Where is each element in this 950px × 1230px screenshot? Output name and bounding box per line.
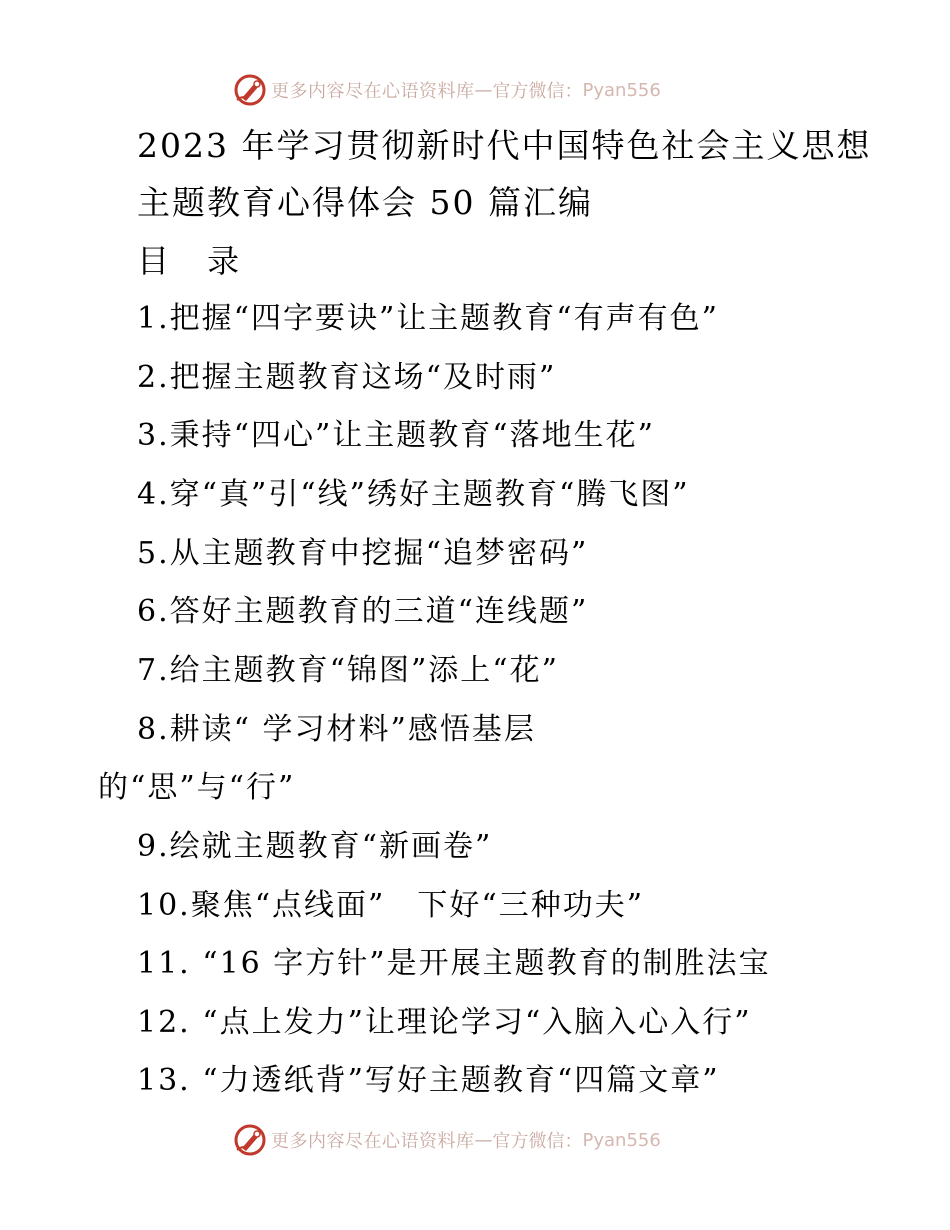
watermark-separator: — (474, 79, 493, 101)
watermark-main-text: 更多内容尽在心语资料库 (271, 1131, 475, 1152)
toc-item: 10.聚焦“点线面” 下好“三种功夫” (137, 888, 645, 923)
toc-item: 5.从主题教育中挖掘“追梦密码” (137, 536, 589, 571)
toc-item: 6.答好主题教育的三道“连线题” (137, 594, 589, 629)
watermark-banner-top (233, 72, 713, 108)
pen-nib-logo-icon (233, 73, 267, 107)
document-title-line-2: 主题教育心得体会 50 篇汇编 (137, 183, 593, 222)
toc-item: 7.给主题教育“锦图”添上“花” (137, 653, 559, 688)
toc-item: 12. “点上发力”让理论学习“入脑入心入行” (137, 1005, 752, 1040)
toc-item: 3.秉持“四心”让主题教育“落地生花” (137, 418, 655, 453)
watermark-main-text: 更多内容尽在心语资料库 (271, 81, 475, 102)
watermark-wechat-id: Pyan556 (582, 79, 661, 101)
toc-item-continuation: 的“思”与“行” (98, 770, 296, 805)
watermark-banner-bottom (233, 1122, 713, 1158)
toc-item: 8.耕读“ 学习材料”感悟基层 (137, 712, 536, 747)
toc-item: 1.把握“四字要诀”让主题教育“有声有色” (137, 301, 719, 336)
toc-item: 9.绘就主题教育“新画卷” (137, 829, 493, 864)
watermark-wechat-label: 官方微信： (492, 1131, 583, 1152)
toc-item: 4.穿“真”引“线”绣好主题教育“腾飞图” (137, 477, 690, 512)
watermark-separator: — (474, 1129, 493, 1151)
toc-item: 13. “力透纸背”写好主题教育“四篇文章” (137, 1063, 720, 1098)
toc-heading: 目 录 (137, 242, 254, 280)
pen-nib-logo-icon (233, 1123, 267, 1157)
document-title-line-1: 2023 年学习贯彻新时代中国特色社会主义思想 (137, 126, 872, 165)
watermark-wechat-label: 官方微信： (492, 81, 583, 102)
watermark-wechat-id: Pyan556 (582, 1129, 661, 1151)
toc-item: 2.把握主题教育这场“及时雨” (137, 360, 557, 395)
toc-item: 11. “16 字方针”是开展主题教育的制胜法宝 (137, 946, 771, 981)
